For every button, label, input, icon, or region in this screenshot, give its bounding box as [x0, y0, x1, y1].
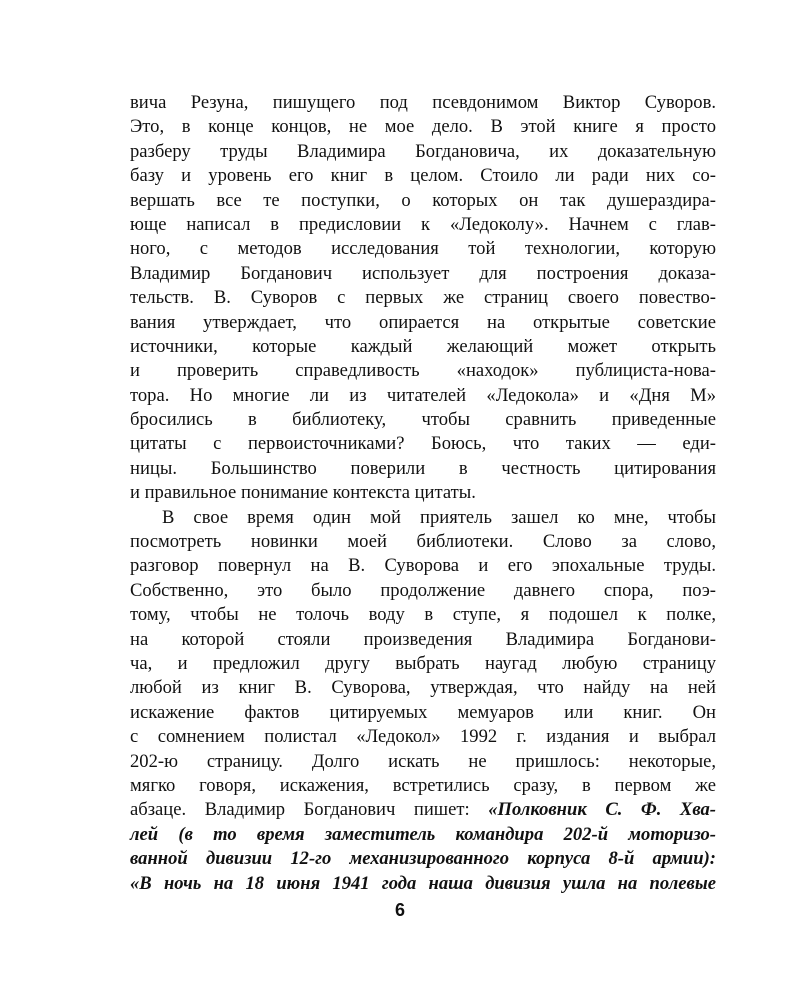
text-line: вича Резуна, пишущего под псевдонимом Виктор Суворов. — [130, 92, 716, 113]
text-line: на которой стояли произведения Владимира Богданови- — [130, 628, 716, 650]
quote-segment-italic: «Полковник С. Ф. Хва- — [488, 799, 716, 821]
quote-line: лей (в то время заместитель командира 202-й моторизо- — [130, 823, 716, 845]
text-line: цитаты с первоисточниками? Боюсь, что таких — еди- — [130, 433, 716, 455]
text-line: ницы. Большинство поверили в честность цитирования — [130, 457, 716, 479]
text-line: источники, которые каждый желающий может открыть — [130, 335, 716, 357]
text-segment-plain: абзаце. Владимир Богданович пишет: — [130, 799, 489, 821]
text-line-mixed — [130, 798, 716, 822]
text-line: ного, с методов исследования той технологии, которую — [130, 238, 716, 260]
text-line: тельств. В. Суворов с первых же страниц своего повество- — [130, 287, 716, 309]
text-line: любой из книг В. Суворова, утверждая, что найду на ней — [130, 677, 716, 699]
text-line: тому, чтобы не толочь воду в ступе, я подошел к полке, — [130, 604, 716, 626]
quote-line: ванной дивизии 12-го механизированного корпуса 8-й армии): — [130, 848, 716, 870]
body-text — [130, 91, 716, 896]
text-line: вания утверждает, что опирается на открытые советские — [130, 311, 716, 333]
text-line: Это, в конце концов, не мое дело. В этой книге я просто — [130, 116, 716, 138]
text-line: бросились в библиотеку, чтобы сравнить приведенные — [130, 409, 716, 431]
text-line: и проверить справедливость «находок» публициста-нова- — [130, 360, 716, 382]
text-line: юще написал в предисловии к «Ледоколу». Начнем с глав- — [130, 213, 716, 235]
text-line: В свое время один мой приятель зашел ко мне, чтобы — [162, 506, 716, 528]
text-line: разговор повернул на В. Суворова и его эпохальные труды. — [130, 555, 716, 577]
text-line: и правильное понимание контекста цитаты. — [130, 482, 476, 504]
text-line: Собственно, это было продолжение давнего спора, поэ- — [130, 579, 716, 601]
text-line: 202-ю страницу. Долго искать не пришлось: некоторые, — [130, 750, 716, 772]
text-line: тора. Но многие ли из читателей «Ледокола» и «Дня М» — [130, 384, 716, 406]
text-line: искажение фактов цитируемых мемуаров или книг. Он — [130, 701, 716, 723]
text-line: вершать все те поступки, о которых он так душераздира- — [130, 189, 716, 211]
page-number: 6 — [394, 900, 405, 920]
text-line: Владимир Богданович использует для построения доказа- — [130, 262, 716, 284]
text-line: с сомнением полистал «Ледокол» 1992 г. издания и выбрал — [130, 726, 716, 748]
text-line: мягко говоря, искажения, встретились сразу, в первом же — [130, 774, 716, 796]
text-line: базу и уровень его книг в целом. Стоило ли ради них со- — [130, 165, 716, 187]
quote-line: «В ночь на 18 июня 1941 года наша дивизия ушла на полевые — [130, 872, 716, 894]
text-line: посмотреть новинки моей библиотеки. Слово за слово, — [130, 531, 716, 553]
text-line: разберу труды Владимира Богдановича, их доказательную — [130, 140, 716, 162]
text-line: ча, и предложил другу выбрать наугад любую страницу — [130, 652, 716, 674]
